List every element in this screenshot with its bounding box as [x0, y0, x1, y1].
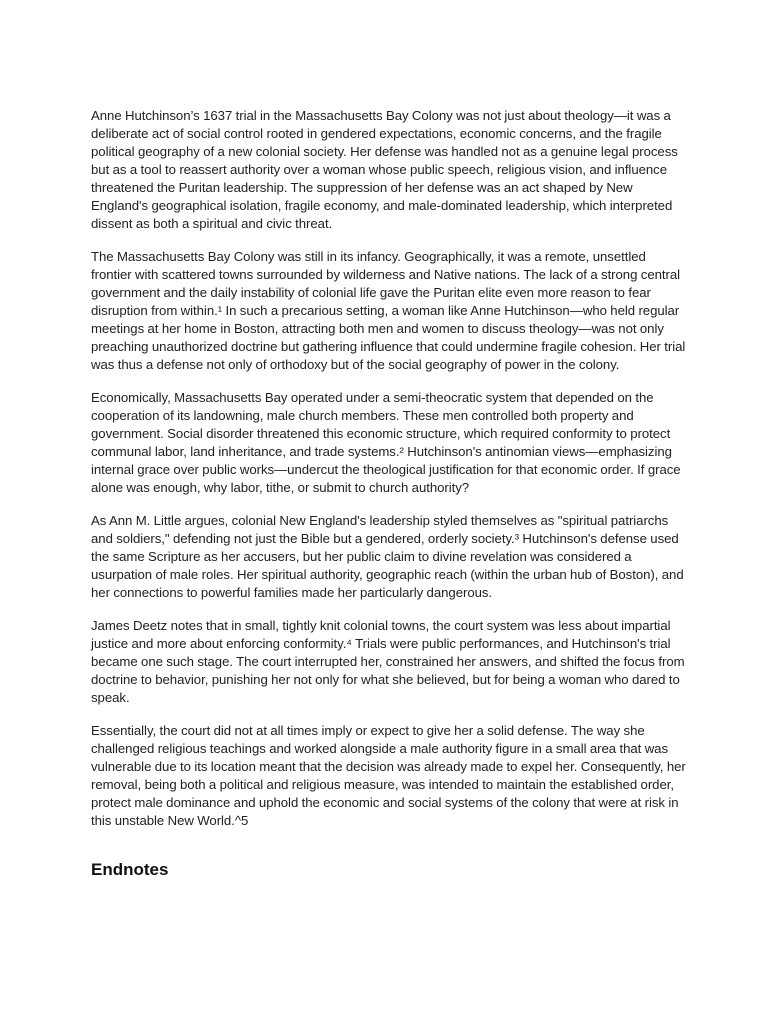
- paragraph-4: As Ann M. Little argues, colonial New England's leadership styled themselves as "spiritual patriarchs and soldiers," defending not just the Bible but a gendered, orderly society.³ Hutchinson's defense used the same Scripture as her accusers, but her public claim to divine revelation was considered a usurpation of male roles. Her spiritual authority, geographic reach (within the urban hub of Boston), and her connections to powerful families made her particularly dangerous.: [91, 513, 684, 600]
- paragraph-2: The Massachusetts Bay Colony was still in its infancy. Geographically, it was a remote, unsettled frontier with scattered towns surrounded by wilderness and Native nations. The lack of a strong central government and the daily instability of colonial life gave the Puritan elite even more reason to fear disruption from within.¹ In such a precarious setting, a woman like Anne Hutchinson—who held regular meetings at her home in Boston, attracting both men and women to discuss theology—was not only preaching unauthorized doctrine but gathering influence that could undermine fragile cohesion. Her trial was thus a defense not only of orthodoxy but of the social geography of power in the colony.: [91, 249, 686, 372]
- paragraph-1: Anne Hutchinson’s 1637 trial in the Massachusetts Bay Colony was not just about theology—it was a deliberate act of social control rooted in gendered expectations, economic concerns, and the fragile political geography of a new colonial society. Her defense was handled not as a genuine legal process but as a tool to reassert authority over a woman whose public speech, religious vision, and influence threatened the Puritan leadership. The suppression of her defense was an act shaped by New England's geographical isolation, fragile economy, and male-dominated leadership, which interpreted dissent as both a spiritual and civic threat.: [91, 108, 678, 231]
- document-body: [91, 107, 687, 881]
- paragraph-3: Economically, Massachusetts Bay operated under a semi-theocratic system that depended on the cooperation of its landowning, male church members. These men controlled both property and government. Social disorder threatened this economic structure, which required conformity to protect communal labor, land inheritance, and trade systems.² Hutchinson's antinomian views—emphasizing internal grace over public works—undercut the theological justification for that economic order. If grace alone was enough, why labor, tithe, or submit to church authority?: [91, 390, 681, 495]
- paragraph-5: James Deetz notes that in small, tightly knit colonial towns, the court system was less about impartial justice and more about enforcing conformity.⁴ Trials were public performances, and Hutchinson's trial became one such stage. The court interrupted her, constrained her answers, and shifted the focus from doctrine to behavior, punishing her not only for what she believed, but for being a woman who dared to speak.: [91, 618, 685, 705]
- endnotes-heading: Endnotes: [91, 860, 169, 879]
- paragraph-6: Essentially, the court did not at all times imply or expect to give her a solid defense. The way she challenged religious teachings and worked alongside a male authority figure in a small area that was vulnerable due to its location meant that the decision was already made to expel her. Consequently, her removal, being both a political and religious measure, was intended to maintain the established order, protect male dominance and uphold the economic and social systems of the colony that were at risk in this unstable New World.^5: [91, 723, 686, 828]
